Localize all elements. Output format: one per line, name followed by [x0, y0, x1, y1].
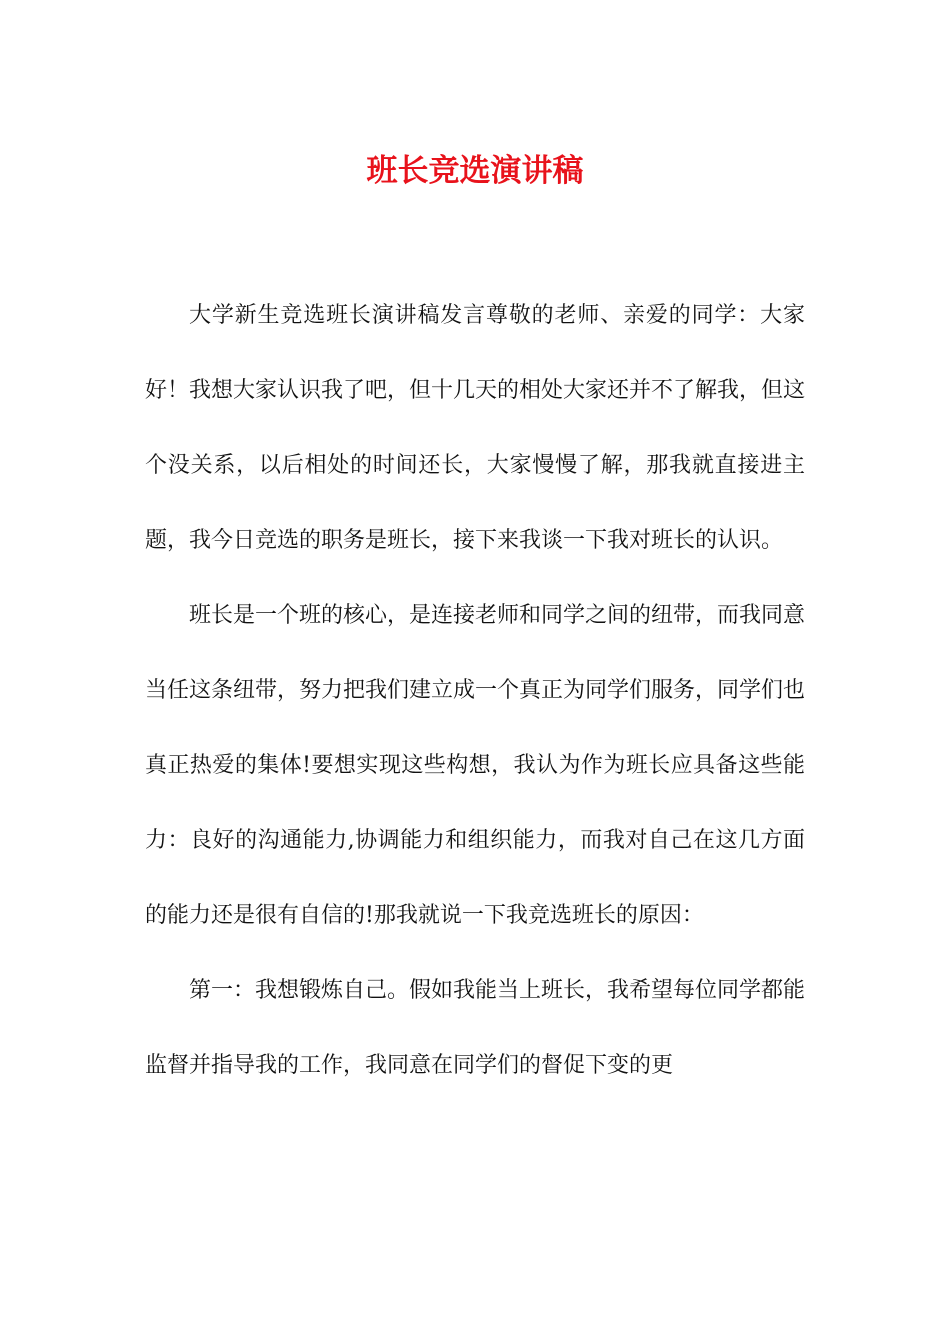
paragraph-1: 大学新生竞选班长演讲稿发言尊敬的老师、亲爱的同学：大家好！我想大家认识我了吧，但十几天的相处大家还并不了解我，但这个没关系，以后相处的时间还长，大家慢慢了解，那我就直接进主题，我今日竞选的职务是班长，接下来我谈一下我对班长的认识。 [145, 303, 806, 553]
document-title: 班长竞选演讲稿 [366, 153, 584, 189]
paragraph-2: 班长是一个班的核心，是连接老师和同学之间的纽带，而我同意当任这条纽带，努力把我们建立成一个真正为同学们服务，同学们也真正热爱的集体!要想实现这些构想，我认为作为班长应具备这些能力：良好的沟通能力,协调能力和组织能力，而我对自己在这几方面的能力还是很有自信的!那我就说一下我竞选班长的原因： [145, 603, 806, 928]
paragraph-3: 第一：我想锻炼自己。假如我能当上班长，我希望每位同学都能监督并指导我的工作，我同意在同学们的督促下变的更 [145, 978, 806, 1078]
document-body [145, 278, 805, 1103]
